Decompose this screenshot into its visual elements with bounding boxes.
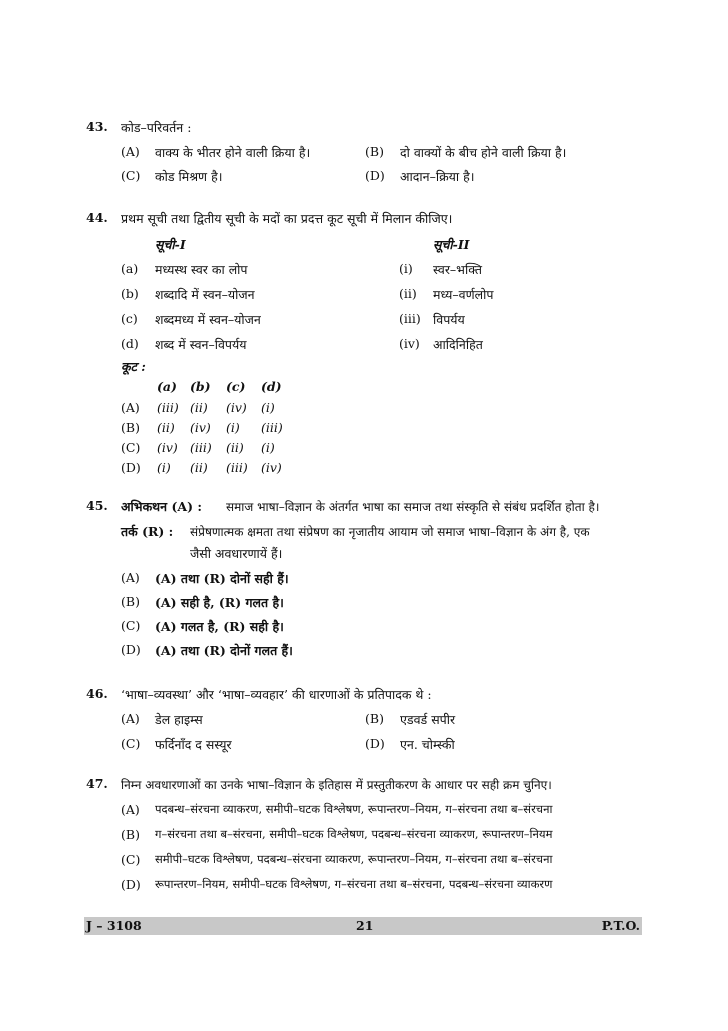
page-footer [84,917,642,935]
code-value: (iv) [226,400,247,415]
paper-code: J – 3108 [86,918,142,933]
option-label: (D) [365,168,385,183]
pto-label: P.T.O. [601,918,640,933]
code-label: कूट : [121,359,146,374]
option-text: डेल हाइम्स [155,712,203,727]
option-text: वाक्य के भीतर होने वाली क्रिया है। [155,145,311,160]
question-text: निम्न अवधारणाओं का उनके भाषा–विज्ञान के इतिहास में प्रस्तुतीकरण के आधार पर सही क्रम चुनिए। [121,778,552,792]
code-row-label: (B) [121,420,140,435]
code-header: (a) [157,379,177,394]
question-number: 46. [86,686,108,701]
list1-label: (b) [121,286,139,301]
question-text: कोड–परिवर्तन : [121,120,192,135]
option-text: रूपान्तरण–नियम, समीपी–घटक विश्लेषण, ग–संरचना तथा ब–संरचना, पदबन्ध–संरचना व्याकरण [155,877,553,891]
question-number: 45. [86,498,108,513]
code-row-label: (A) [121,400,140,415]
option-label: (B) [121,827,140,842]
option-text: ग–संरचना तथा ब–संरचना, समीपी–घटक विश्लेषण, पदबन्ध–संरचना व्याकरण, रूपान्तरण–नियम [155,827,553,841]
option-text: पदबन्ध–संरचना व्याकरण, समीपी–घटक विश्लेषण, रूपान्तरण–नियम, ग–संरचना तथा ब–संरचना [155,802,553,816]
code-value: (ii) [190,400,208,415]
reason-label: तर्क (R) : [121,524,174,539]
list2-heading: सूची-II [433,237,470,252]
option-label: (A) [121,570,140,585]
option-label: (C) [121,618,141,633]
list1-text: मध्यस्थ स्वर का लोप [155,262,248,277]
list1-text: शब्द में स्वन–विपर्यय [155,337,247,352]
list1-label: (c) [121,311,138,326]
code-value: (iv) [261,460,282,475]
option-label: (C) [121,736,141,751]
code-value: (iii) [190,440,212,455]
option-label: (A) [121,802,140,817]
option-text: एन. चोम्स्की [400,737,455,752]
list2-text: विपर्यय [433,312,465,327]
code-value: (ii) [157,420,175,435]
list2-text: स्वर–भक्ति [433,262,483,277]
option-label: (A) [121,711,140,726]
option-label: (D) [121,642,141,657]
option-label: (C) [121,852,141,867]
option-text: (A) गलत है, (R) सही है। [155,619,284,634]
list1-label: (a) [121,261,139,276]
code-row-label: (C) [121,440,141,455]
list1-heading: सूची-I [155,237,186,252]
list1-text: शब्दादि में स्वन–योजन [155,287,255,302]
option-text: फर्दिनाँद द सस्यूर [155,737,232,752]
option-text: (A) तथा (R) दोनों गलत हैं। [155,643,293,658]
code-value: (iii) [261,420,283,435]
option-text: आदान–क्रिया है। [400,169,475,184]
assertion-label: अभिकथन (A) : [121,499,202,514]
list2-label: (ii) [399,286,417,301]
code-row-label: (D) [121,460,141,475]
list2-text: आदिनिहित [433,337,483,352]
option-text: दो वाक्यों के बीच होने वाली क्रिया है। [400,145,567,160]
code-value: (iii) [157,400,179,415]
option-label: (B) [365,144,384,159]
question-number: 47. [86,776,108,791]
option-label: (C) [121,168,141,183]
option-label: (B) [121,594,140,609]
list2-label: (iii) [399,311,421,326]
option-label: (B) [365,711,384,726]
code-header: (c) [226,379,246,394]
list1-label: (d) [121,336,139,351]
code-value: (i) [226,420,240,435]
option-text: समीपी–घटक विश्लेषण, पदबन्ध–संरचना व्याकरण, रूपान्तरण–नियम, ग–संरचना तथा ब–संरचना [155,852,553,866]
question-text: प्रथम सूची तथा द्वितीय सूची के मदों का प्रदत्त कूट सूची में मिलान कीजिए। [121,211,453,226]
question-text: ‘भाषा–व्यवस्था’ और ‘भाषा–व्यवहार’ की धारणाओं के प्रतिपादक थे : [121,687,432,702]
code-value: (ii) [190,460,208,475]
option-text: (A) सही है, (R) गलत है। [155,595,284,610]
code-value: (i) [261,400,275,415]
option-label: (A) [121,144,140,159]
list2-label: (iv) [399,336,420,351]
list1-text: शब्दमध्य में स्वन–योजन [155,312,261,327]
code-header: (d) [261,379,282,394]
option-text: एडवर्ड सपीर [400,712,456,727]
list2-text: मध्य–वर्णलोप [433,287,494,302]
reason-text-cont: जैसी अवधारणायें हैं। [190,546,283,561]
question-number: 44. [86,210,108,225]
code-value: (i) [261,440,275,455]
code-header: (b) [190,379,211,394]
list2-label: (i) [399,261,413,276]
code-value: (ii) [226,440,244,455]
assertion-text: समाज भाषा–विज्ञान के अंतर्गत भाषा का समाज तथा संस्कृति से संबंध प्रदर्शित होता है। [226,500,600,514]
option-label: (D) [365,736,385,751]
option-text: (A) तथा (R) दोनों सही हैं। [155,571,289,586]
code-value: (iv) [190,420,211,435]
question-number: 43. [86,119,108,134]
option-label: (D) [121,877,141,892]
option-text: कोड मिश्रण है। [155,169,223,184]
reason-text: संप्रेषणात्मक क्षमता तथा संप्रेषण का नृजातीय आयाम जो समाज भाषा–विज्ञान के अंग है, एक [190,525,590,539]
code-value: (iii) [226,460,248,475]
page-number: 21 [356,918,374,933]
code-value: (iv) [157,440,178,455]
code-value: (i) [157,460,171,475]
